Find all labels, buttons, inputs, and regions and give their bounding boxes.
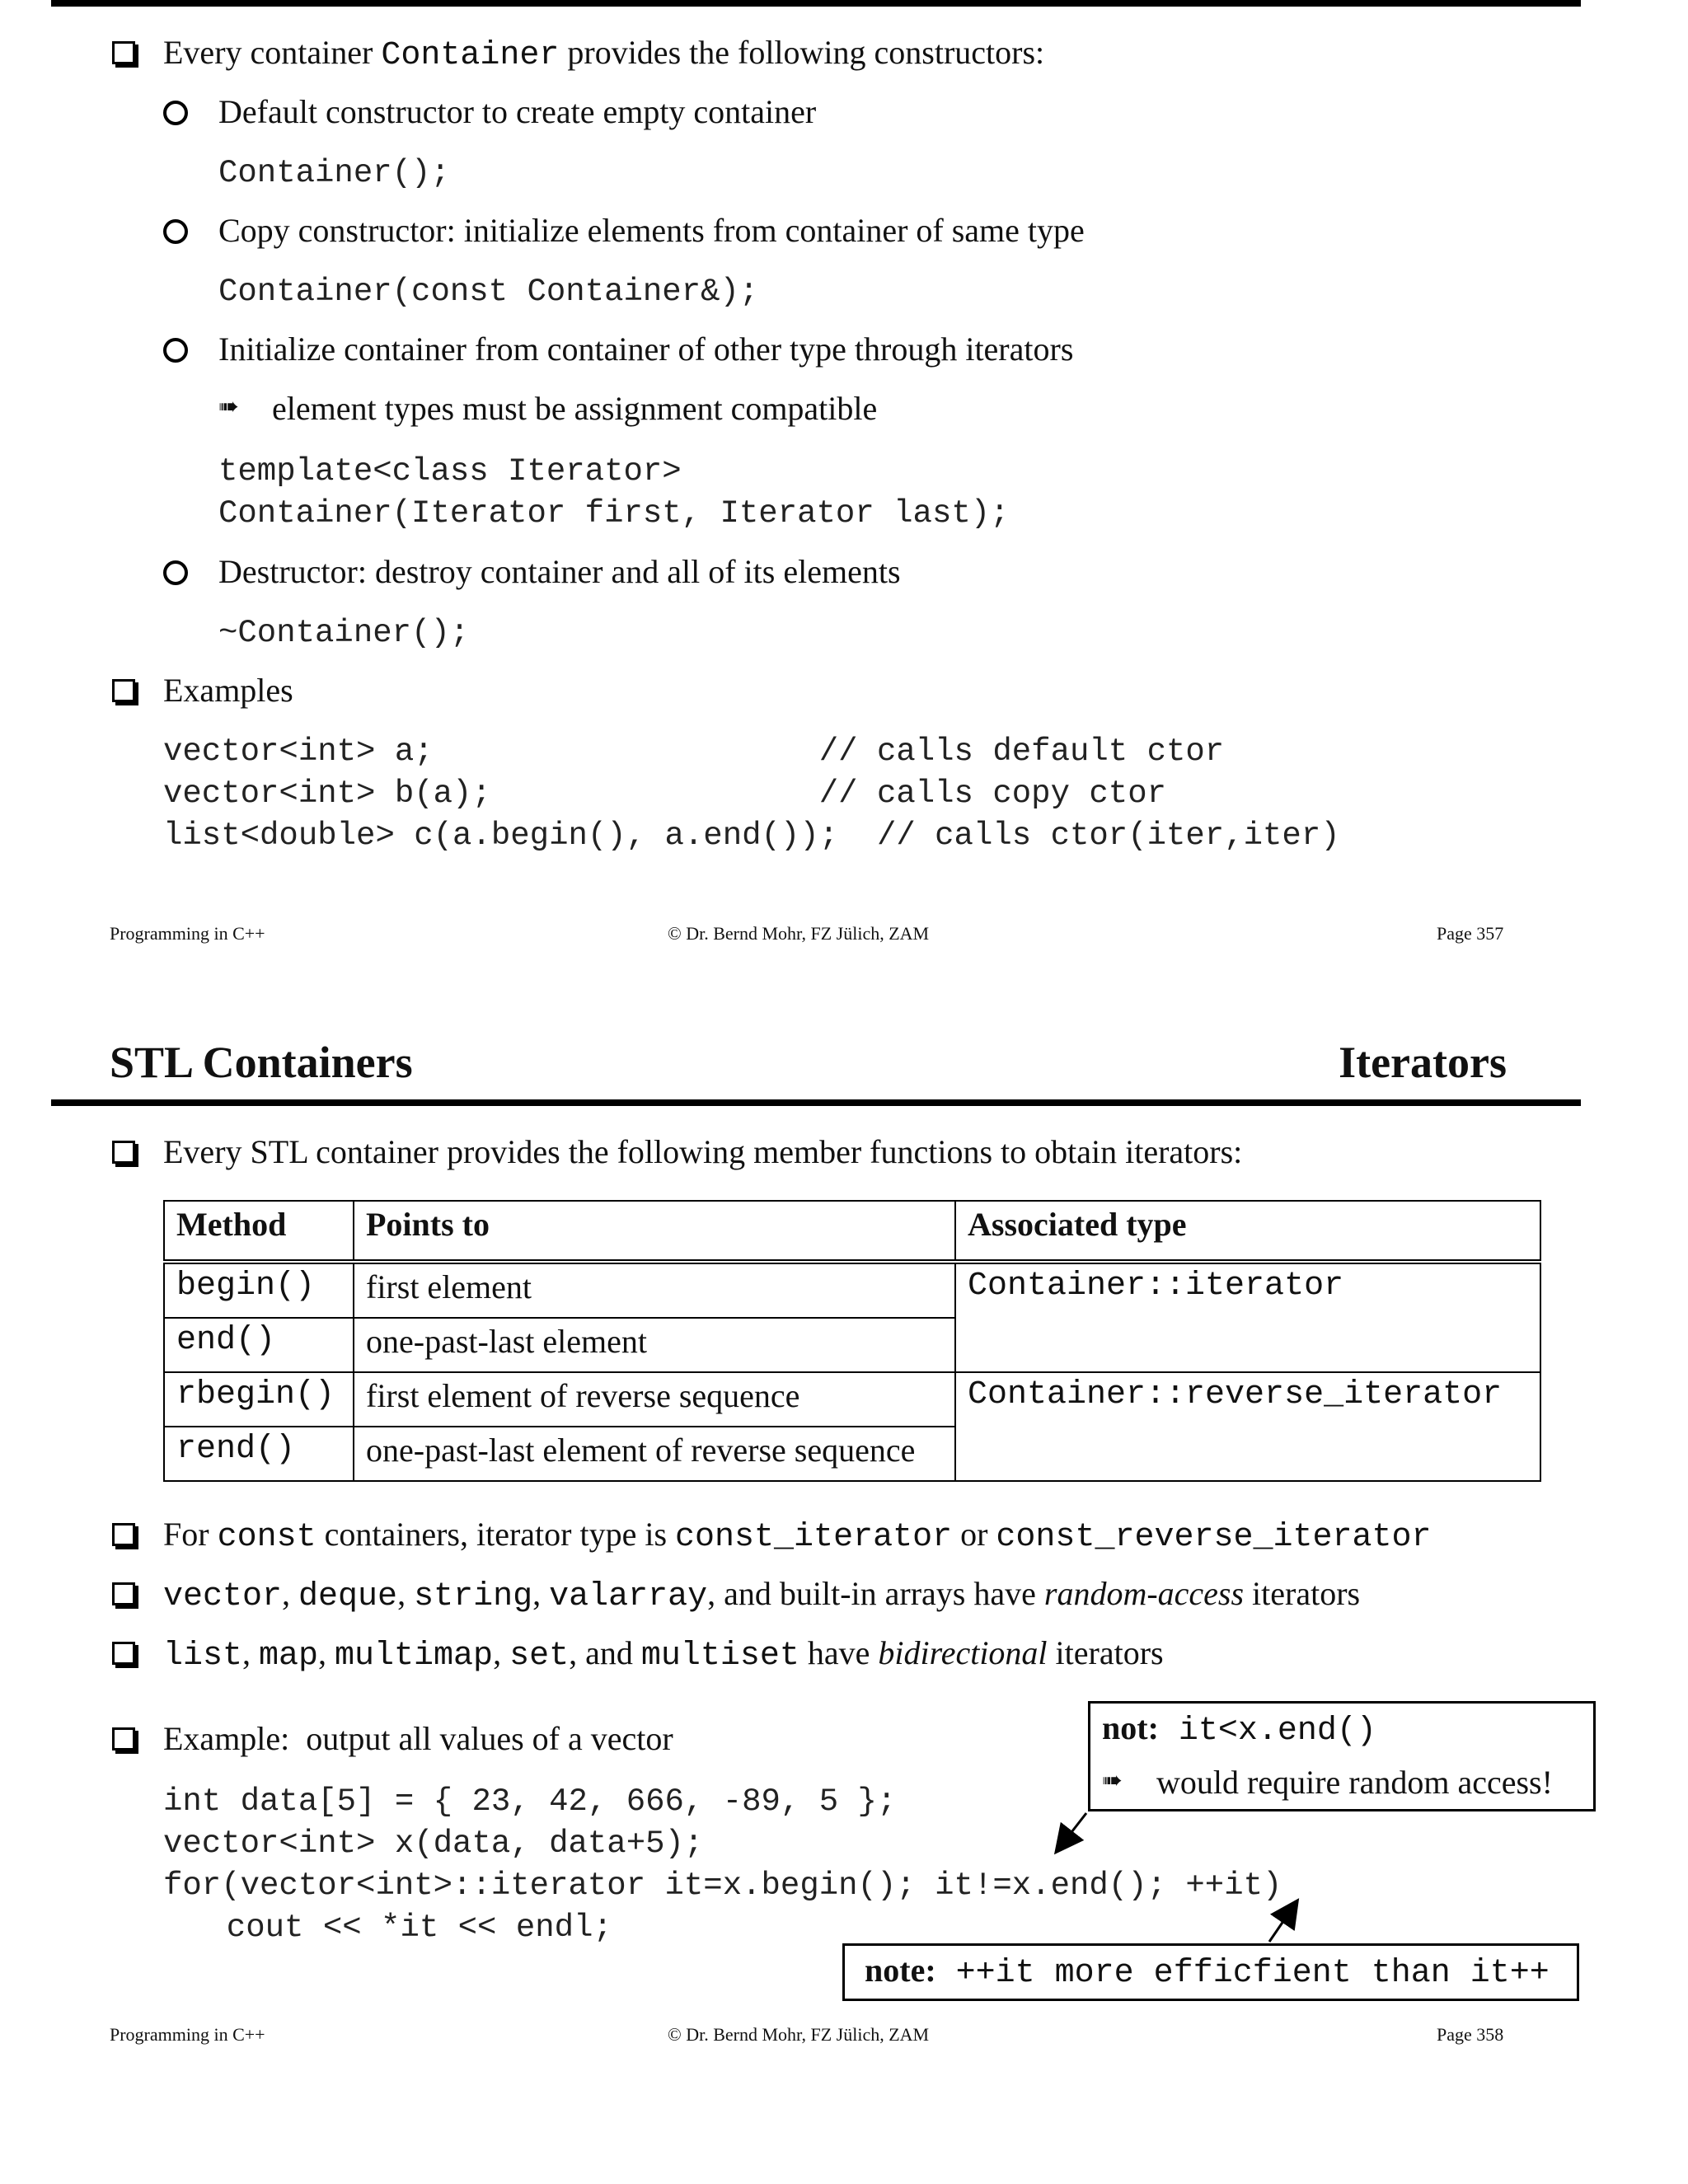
example-line-3: list<double> c(a.begin(), a.end()); // calls ctor(iter,iter) [163, 818, 1340, 854]
points-cell: first element of reverse sequence [354, 1372, 955, 1427]
points-cell: one-past-last element of reverse sequence [354, 1427, 955, 1481]
table-header: Associated type [955, 1201, 1540, 1262]
arrow-to-not [1063, 1813, 1086, 1843]
iter-ctor-code-1: template<class Iterator> [218, 453, 682, 490]
points-cell: one-past-last element [354, 1318, 955, 1372]
slide-subtitle: Iterators [1339, 1038, 1507, 1087]
footer-page: Page 358 [1437, 2024, 1504, 2045]
method-cell: begin() [164, 1262, 354, 1318]
copy-ctor-code: Container(const Container&); [218, 274, 759, 310]
iterators-intro: Every STL container provides the following member functions to obtain iterators: [163, 1133, 1243, 1170]
bidirectional-bullet: list, map, multimap, set, and multiset have bidirectional iterators [163, 1634, 1164, 1675]
default-ctor-label: Default constructor to create empty container [218, 93, 817, 130]
points-cell: first element [354, 1262, 955, 1318]
footer-page: Page 357 [1437, 923, 1504, 944]
iter-ctor-code-2: Container(Iterator first, Iterator last); [218, 495, 1010, 532]
random-access-bullet: vector, deque, string, valarray, and built-in arrays have random-access iterators [163, 1575, 1361, 1615]
dtor-label: Destructor: destroy container and all of its elements [218, 553, 901, 590]
vector-code-line-2: vector<int> x(data, data+5); [163, 1825, 704, 1862]
vector-code-line-1: int data[5] = { 23, 42, 666, -89, 5 }; [163, 1783, 897, 1820]
callout-note-text: note: ++it more efficfient than it++ [865, 1952, 1550, 1992]
type-cell: Container::iterator [955, 1262, 1540, 1372]
callout-not-line1: not: it<x.end() [1102, 1709, 1376, 1750]
arrow-icon: ➠ [1102, 1766, 1123, 1795]
vector-code-line-3: for(vector<int>::iterator it=x.begin(); it!=x.end(); ++it) [163, 1868, 1282, 1904]
examples-label: Examples [163, 672, 293, 709]
arrow-to-note [1269, 1910, 1291, 1942]
default-ctor-code: Container(); [218, 155, 450, 191]
constructors-intro: Every container Container provides the following constructors: [163, 34, 1045, 74]
footer-center: © Dr. Bernd Mohr, FZ Jülich, ZAM [668, 923, 930, 944]
footer-left: Programming in C++ [110, 2024, 265, 2045]
footer-left: Programming in C++ [110, 923, 265, 944]
table-header: Method [164, 1201, 354, 1262]
slide-title: STL Containers [110, 1038, 413, 1087]
dtor-code: ~Container(); [218, 615, 470, 651]
method-cell: end() [164, 1318, 354, 1372]
method-cell: rend() [164, 1427, 354, 1481]
table-header: Points to [354, 1201, 955, 1262]
copy-ctor-label: Copy constructor: initialize elements from container of same type [218, 212, 1085, 249]
const-bullet: For const containers, iterator type is const_iterator or const_reverse_iterator [163, 1516, 1432, 1556]
footer-center: © Dr. Bernd Mohr, FZ Jülich, ZAM [668, 2024, 930, 2045]
iter-ctor-label: Initialize container from container of other type through iterators [218, 330, 1074, 368]
example-line-2: vector<int> b(a); // calls copy ctor [163, 776, 1166, 812]
callout-not-line2: would require random access! [1156, 1764, 1553, 1801]
vector-code-line-4: cout << *it << endl; [188, 1910, 612, 1946]
example-label: Example: output all values of a vector [163, 1720, 673, 1757]
type-cell: Container::reverse_iterator [955, 1372, 1540, 1481]
arrow-icon: ➠ [218, 392, 240, 421]
example-line-1: vector<int> a; // calls default ctor [163, 733, 1225, 770]
iter-ctor-note: element types must be assignment compatible [272, 390, 878, 427]
method-cell: rbegin() [164, 1372, 354, 1427]
